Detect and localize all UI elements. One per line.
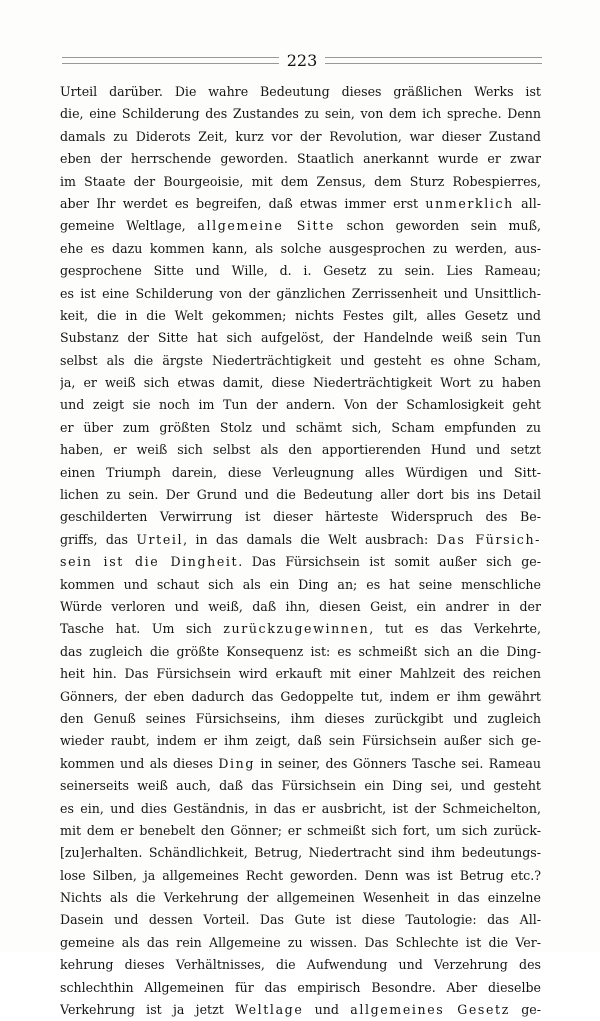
text-line <box>60 708 541 730</box>
text-line <box>60 484 541 506</box>
text-line <box>60 887 541 909</box>
text-segment: mit dem er benebelt den Gönner; er schmeißt sich fort, um sich zurück- <box>60 822 541 838</box>
text-line <box>60 730 541 752</box>
text-segment: Substanz der Sitte hat sich aufgelöst, der Handelnde weiß sein Tun <box>60 330 541 346</box>
text-line <box>60 506 541 528</box>
emphasized-text: allgemeines Gesetz <box>350 1002 510 1018</box>
emphasized-text: unmerklich <box>425 195 514 211</box>
text-segment: kehrung dieses Verhältnisses, die Aufwendung und Verzehrung des <box>60 957 541 973</box>
text-segment: Dasein und dessen Vorteil. Das Gute ist diese Tautologie: das All- <box>60 912 541 928</box>
text-segment: er über zum größten Stolz und schämt sich, Scham empfunden zu <box>60 419 541 435</box>
text-line <box>60 305 541 327</box>
text-segment: den Genuß seines Fürsichseins, ihm dieses zurückgibt und zugleich <box>60 710 541 726</box>
text-line <box>60 663 541 685</box>
text-line <box>60 686 541 708</box>
text-line <box>60 327 541 349</box>
text-line <box>60 798 541 820</box>
text-line <box>60 909 541 931</box>
emphasized-text: Urteil <box>136 531 184 547</box>
text-segment: schlechthin Allgemeinen für das empirisch Besondre. Aber dieselbe <box>60 979 541 995</box>
text-segment: , in das damals die Welt ausbrach: <box>183 531 437 547</box>
text-segment: aber Ihr werdet es begreifen, daß etwas immer erst <box>60 195 426 211</box>
text-segment: all- <box>513 195 541 211</box>
text-segment: es ist eine Schilderung von der gänzlichen Zerrissenheit und Unsittlich- <box>60 285 541 301</box>
text-segment: keit, die in die Welt gekommen; nichts Festes gilt, alles Gesetz und <box>60 307 541 323</box>
text-line <box>60 932 541 954</box>
text-line <box>60 551 541 573</box>
text-line <box>60 462 541 484</box>
emphasized-text: Ding <box>218 755 256 771</box>
text-line <box>60 574 541 596</box>
text-segment: Tasche hat. Um sich <box>60 621 224 637</box>
text-line <box>60 283 541 305</box>
text-segment: einen Triumph darein, diese Verleugnung alles Würdigen und Sitt- <box>60 464 541 480</box>
text-segment: und zeigt sie noch im Tun der andern. Von der Schamlosigkeit geht <box>60 397 541 413</box>
emphasized-text: Weltlage <box>235 1002 304 1018</box>
text-segment: griffs, das <box>60 531 137 547</box>
text-segment: es ein, und dies Geständnis, in das er ausbricht, ist der Schmeichelton, <box>60 800 541 816</box>
text-line <box>60 775 541 797</box>
text-segment: haben, er weiß sich selbst als den apportierenden Hund und setzt <box>60 442 541 458</box>
header-rule-left <box>62 57 279 64</box>
emphasized-text: zurückzugewinnen <box>223 621 370 637</box>
body-paragraph <box>60 81 541 1021</box>
text-segment: Würde verloren und weiß, daß ihn, diesen Geist, ein andrer in der <box>60 598 541 614</box>
text-line <box>60 999 541 1021</box>
header-rule-right <box>325 57 542 64</box>
text-segment: Gönners, der eben dadurch das Gedoppelte tut, indem er ihm gewährt <box>60 688 541 704</box>
emphasized-text: Das Fürsich- <box>436 531 541 547</box>
text-segment: und <box>303 1002 351 1018</box>
text-segment: kommen und als dieses <box>60 755 219 771</box>
text-line <box>60 842 541 864</box>
text-segment: wieder raubt, indem er ihm zeigt, daß sein Fürsichsein außer sich ge- <box>60 733 541 749</box>
text-line <box>60 193 541 215</box>
text-segment: schon geworden sein muß, <box>334 218 541 234</box>
text-line <box>60 865 541 887</box>
text-segment: lose Silben, ja allgemeines Recht geworden. Denn was ist Betrug etc.? <box>60 867 541 883</box>
text-segment: kommen und schaut sich als ein Ding an; es hat seine menschliche <box>60 576 541 592</box>
text-line <box>60 171 541 193</box>
text-line <box>60 394 541 416</box>
text-segment: damals zu Diderots Zeit, kurz vor der Revolution, war dieser Zustand <box>60 128 541 144</box>
text-line <box>60 641 541 663</box>
text-segment: ehe es dazu kommen kann, als solche ausgesprochen zu werden, aus- <box>60 240 541 256</box>
text-segment: [zu]erhalten. Schändlichkeit, Betrug, Niedertracht sind ihm bedeutungs- <box>60 845 541 861</box>
text-line <box>60 103 541 125</box>
text-segment: gesprochene Sitte und Wille, d. i. Gesetz zu sein. Lies Rameau; <box>60 263 541 279</box>
text-line <box>60 596 541 618</box>
text-segment: die, eine Schilderung des Zustandes zu sein, von dem ich spreche. Denn <box>60 106 541 122</box>
page-number: 223 <box>286 50 318 70</box>
text-line <box>60 618 541 640</box>
text-line <box>60 350 541 372</box>
text-line <box>60 260 541 282</box>
text-segment: gemeine Weltlage, <box>60 218 198 234</box>
text-segment: lichen zu sein. Der Grund und die Bedeutung aller dort bis ins Detail <box>60 487 541 503</box>
text-segment: im Staate der Bourgeoisie, mit dem Zensus, dem Sturz Robespierres, <box>60 173 541 189</box>
text-segment: geschilderten Verwirrung ist dieser härteste Widerspruch des Be- <box>60 509 541 525</box>
text-segment: selbst als die ärgste Niederträchtigkeit und gesteht es ohne Scham, <box>60 352 541 368</box>
text-line <box>60 439 541 461</box>
text-segment: , tut es das Verkehrte, <box>369 621 541 637</box>
text-line <box>60 954 541 976</box>
text-line <box>60 977 541 999</box>
page-header <box>62 50 542 70</box>
text-segment: . Das Fürsichsein ist somit außer sich ge- <box>238 554 541 570</box>
text-line <box>60 529 541 551</box>
text-segment: Nichts als die Verkehrung der allgemeinen Wesenheit in das einzelne <box>60 890 541 906</box>
text-line <box>60 126 541 148</box>
text-line <box>60 372 541 394</box>
text-segment: seinerseits weiß auch, daß das Fürsichsein ein Ding sei, und gesteht <box>60 778 541 794</box>
text-line <box>60 215 541 237</box>
emphasized-text: sein ist die Dingheit <box>60 554 239 570</box>
text-segment: eben der herrschende geworden. Staatlich anerkannt wurde er zwar <box>60 151 541 167</box>
emphasized-text: allgemeine Sitte <box>197 218 335 234</box>
text-line <box>60 820 541 842</box>
text-segment: gemeine als das rein Allgemeine zu wissen. Das Schlechte ist die Ver- <box>60 934 541 950</box>
text-segment: ge- <box>509 1002 541 1018</box>
text-segment: in seiner, des Gönners Tasche sei. Rameau <box>255 755 541 771</box>
text-segment: ja, er weiß sich etwas damit, diese Niederträchtigkeit Wort zu haben <box>60 375 541 391</box>
text-segment: das zugleich die größte Konsequenz ist: es schmeißt sich an die Ding- <box>60 643 541 659</box>
text-line <box>60 148 541 170</box>
text-segment: Verkehrung ist ja jetzt <box>60 1002 236 1018</box>
text-segment: Urteil darüber. Die wahre Bedeutung dieses gräßlichen Werks ist <box>60 84 541 99</box>
text-line <box>60 753 541 775</box>
text-line <box>60 81 541 103</box>
text-line <box>60 238 541 260</box>
text-segment: heit hin. Das Fürsichsein wird erkauft mit einer Mahlzeit des reichen <box>60 666 541 682</box>
text-line <box>60 417 541 439</box>
